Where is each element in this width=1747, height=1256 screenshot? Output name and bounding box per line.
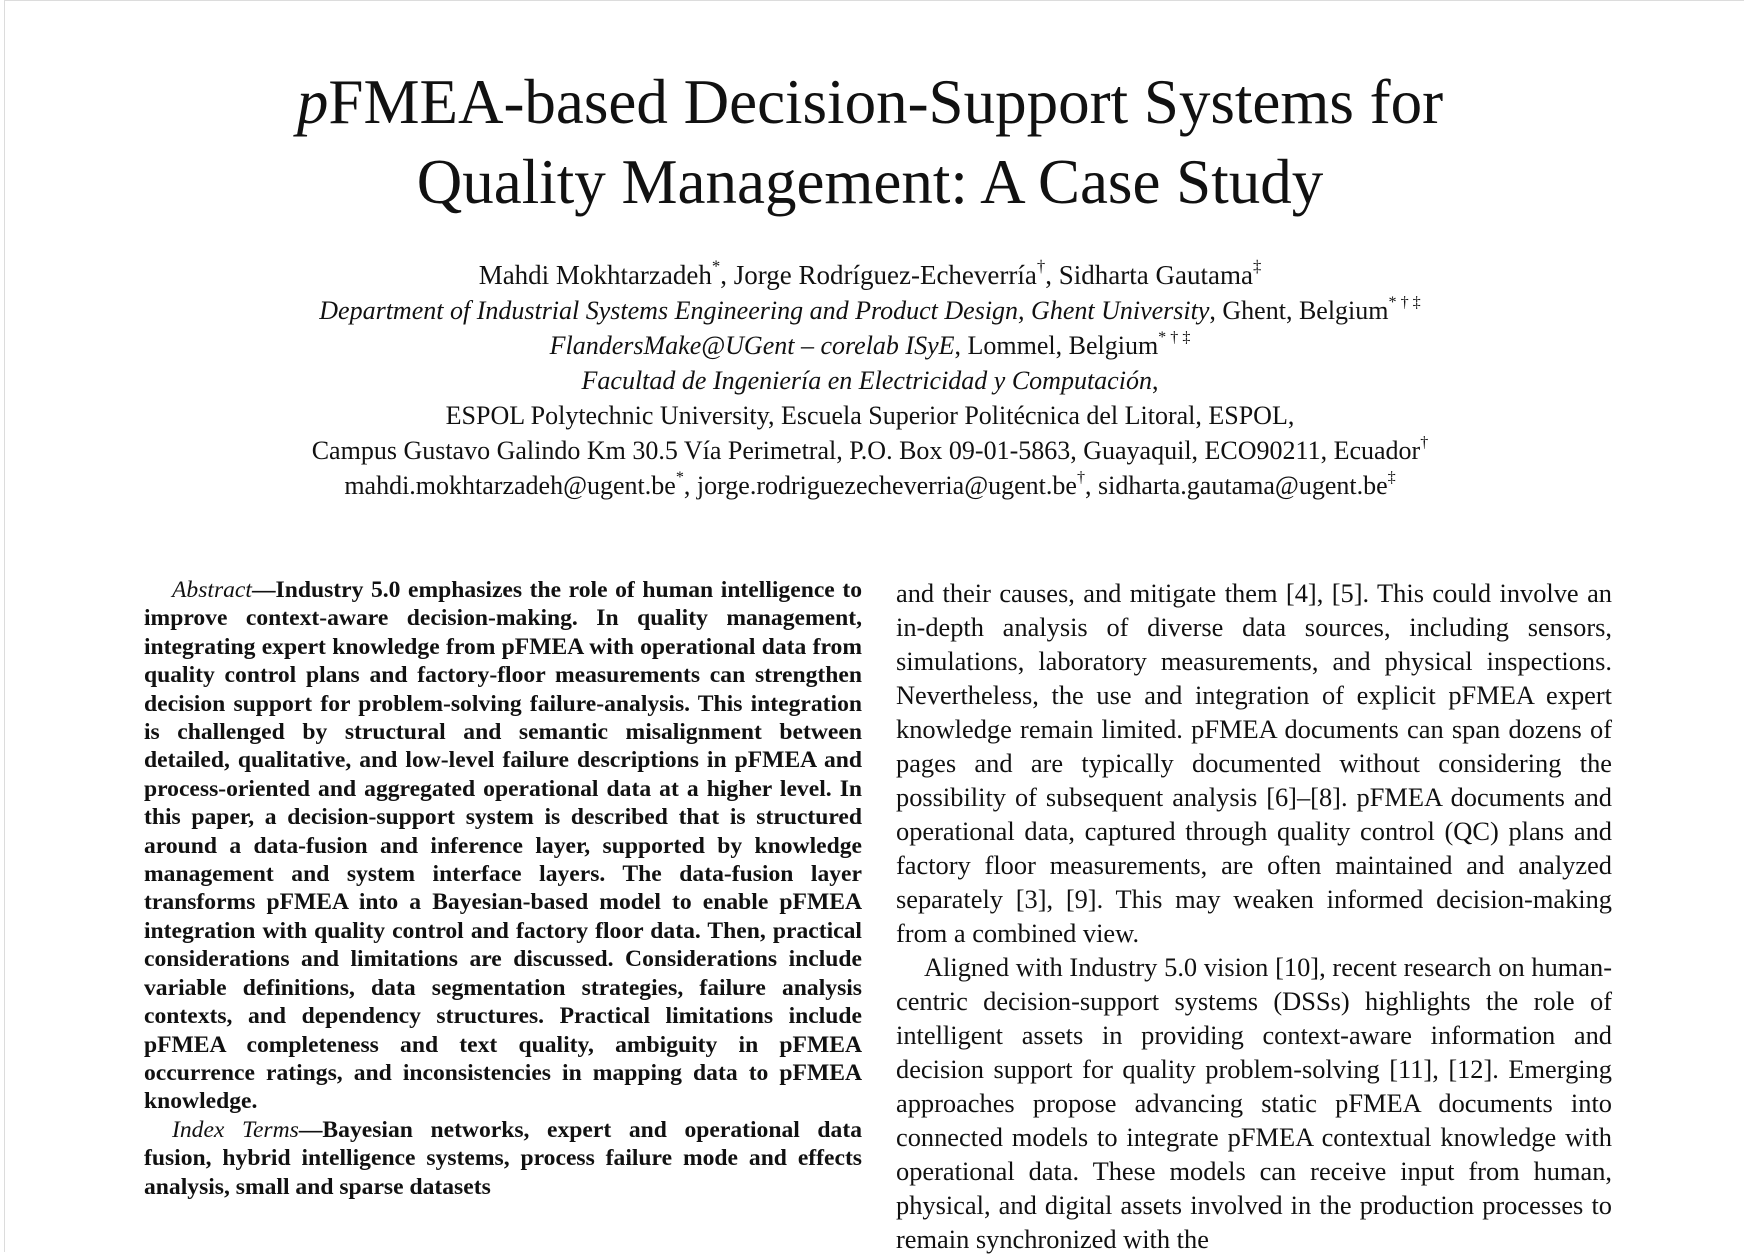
- author-2-mark: †: [1036, 256, 1046, 276]
- affiliation-1-marks: * † ‡: [1388, 293, 1421, 311]
- affiliation-2-marks: * † ‡: [1158, 328, 1191, 346]
- email-2[interactable]: jorge.rodriguezecheverria@ugent.be: [696, 471, 1077, 500]
- left-column: [144, 576, 862, 1201]
- title-line-2: Quality Management: A Case Study: [416, 147, 1324, 217]
- email-1[interactable]: mahdi.mokhtarzadeh@ugent.be: [344, 471, 676, 500]
- author-1-mark: *: [711, 256, 721, 276]
- abstract-text: —Industry 5.0 emphasizes the role of human intelligence to improve context-aware decision-making. In quality management, integrating expert knowledge from pFMEA with operational data from quality control plans and factory-floor measurements can strengthen decision support for problem-solving failure-analysis. This integration is challenged by structural and semantic misalignment between detailed, qualitative, and low-level failure descriptions in pFMEA and process-oriented and aggregated operational data at a higher level. In this paper, a decision-support system is described that is structured around a data-fusion and inference layer, supported by knowledge management and system interface layers. The data-fusion layer transforms pFMEA into a Bayesian-based model to enable pFMEA integration with quality control and factory floor data. Then, practical considerations and limitations are discussed. Considerations include variable definitions, data segmentation strategies, failure analysis contexts, and dependency structures. Practical limitations include pFMEA completeness and text quality, ambiguity in pFMEA occurrence ratings, and inconsistencies in mapping data to pFMEA knowledge.: [144, 577, 862, 1115]
- author-3-mark: ‡: [1252, 256, 1262, 276]
- author-2: Jorge Rodríguez-Echeverría: [733, 260, 1037, 290]
- author-line: [150, 258, 1590, 293]
- title-line-1-rest: FMEA-based Decision-Support Systems for: [328, 67, 1444, 137]
- title-line-1: [297, 67, 1443, 137]
- email-3[interactable]: sidharta.gautama@ugent.be: [1098, 471, 1388, 500]
- author-3: Sidharta Gautama: [1058, 260, 1253, 290]
- page-edge-left: [4, 0, 5, 1252]
- index-terms-paragraph: [144, 1116, 862, 1201]
- index-terms-label: Index Terms: [172, 1116, 299, 1143]
- affiliation-line-1: [150, 293, 1590, 328]
- affiliation-line-2: [150, 328, 1590, 363]
- body-paragraph-1: and their causes, and mitigate them [4], [5]. This could involve an in-depth analysis of diverse data sources, including sensors, simulations, laboratory measurements, and physical inspections. Nevertheless, the use and integration of explicit pFMEA expert knowledge remain limited. pFMEA documents can span dozens of pages and are typically documented without considering the possibility of subsequent analysis [6]–[8]. pFMEA documents and operational data, captured through quality control (QC) plans and factory floor measurements, are often maintained and analyzed separately [3], [9]. This may weaken informed decision-making from a combined view.: [896, 578, 1612, 948]
- body-paragraph-2: Aligned with Industry 5.0 vision [10], recent research on human-centric decision-support systems (DSSs) highlights the role of intelligent assets in providing context-aware information and decision support for quality problem-solving [11], [12]. Emerging approaches propose advancing static pFMEA documents into connected models to integrate pFMEA contextual knowledge with operational data. These models can receive input from human, physical, and digital assets involved in the production processes to remain synchronized with the: [896, 952, 1612, 1254]
- abstract-paragraph: [144, 576, 862, 1116]
- affiliation-3-comma: ,: [1151, 366, 1159, 395]
- email-separator: ,: [683, 471, 697, 500]
- affiliation-line-5: [150, 433, 1590, 468]
- page-edge-top: [4, 0, 1744, 1]
- index-terms-text: —Bayesian networks, expert and operational data fusion, hybrid intelligence systems, process failure mode and effects analysis, small and sparse datasets: [144, 1116, 862, 1200]
- email-line: [150, 468, 1590, 503]
- author-block: [150, 258, 1590, 503]
- affiliation-3-faculty: Facultad de Ingeniería en Electricidad y Computación: [581, 366, 1152, 395]
- affiliation-5-mark: †: [1420, 433, 1429, 451]
- affiliation-line-3: [150, 363, 1590, 398]
- paper-title: [150, 62, 1590, 222]
- affiliation-line-4: ESPOL Polytechnic University, Escuela Superior Politécnica del Litoral, ESPOL,: [445, 401, 1295, 430]
- author-1: Mahdi Mokhtarzadeh: [478, 260, 712, 290]
- title-prefix-italic: p: [296, 67, 329, 137]
- author-separator: ,: [720, 260, 734, 290]
- email-separator: ,: [1085, 471, 1098, 500]
- affiliation-1-dept: Department of Industrial Systems Engineering and Product Design, Ghent University: [319, 296, 1210, 325]
- email-3-mark: ‡: [1387, 468, 1396, 486]
- author-separator: ,: [1045, 260, 1059, 290]
- abstract-label: Abstract: [172, 577, 252, 603]
- right-column: [896, 576, 1612, 1256]
- email-1-mark: *: [675, 468, 684, 486]
- affiliation-1-place: , Ghent, Belgium: [1209, 296, 1389, 325]
- affiliation-2-place: , Lommel, Belgium: [954, 331, 1159, 360]
- affiliation-5-address: Campus Gustavo Galindo Km 30.5 Vía Perimetral, P.O. Box 09-01-5863, Guayaquil, ECO90211, Ecuador: [311, 436, 1421, 465]
- affiliation-2-lab: FlandersMake@UGent – corelab ISyE: [549, 331, 955, 360]
- email-2-mark: †: [1076, 468, 1085, 486]
